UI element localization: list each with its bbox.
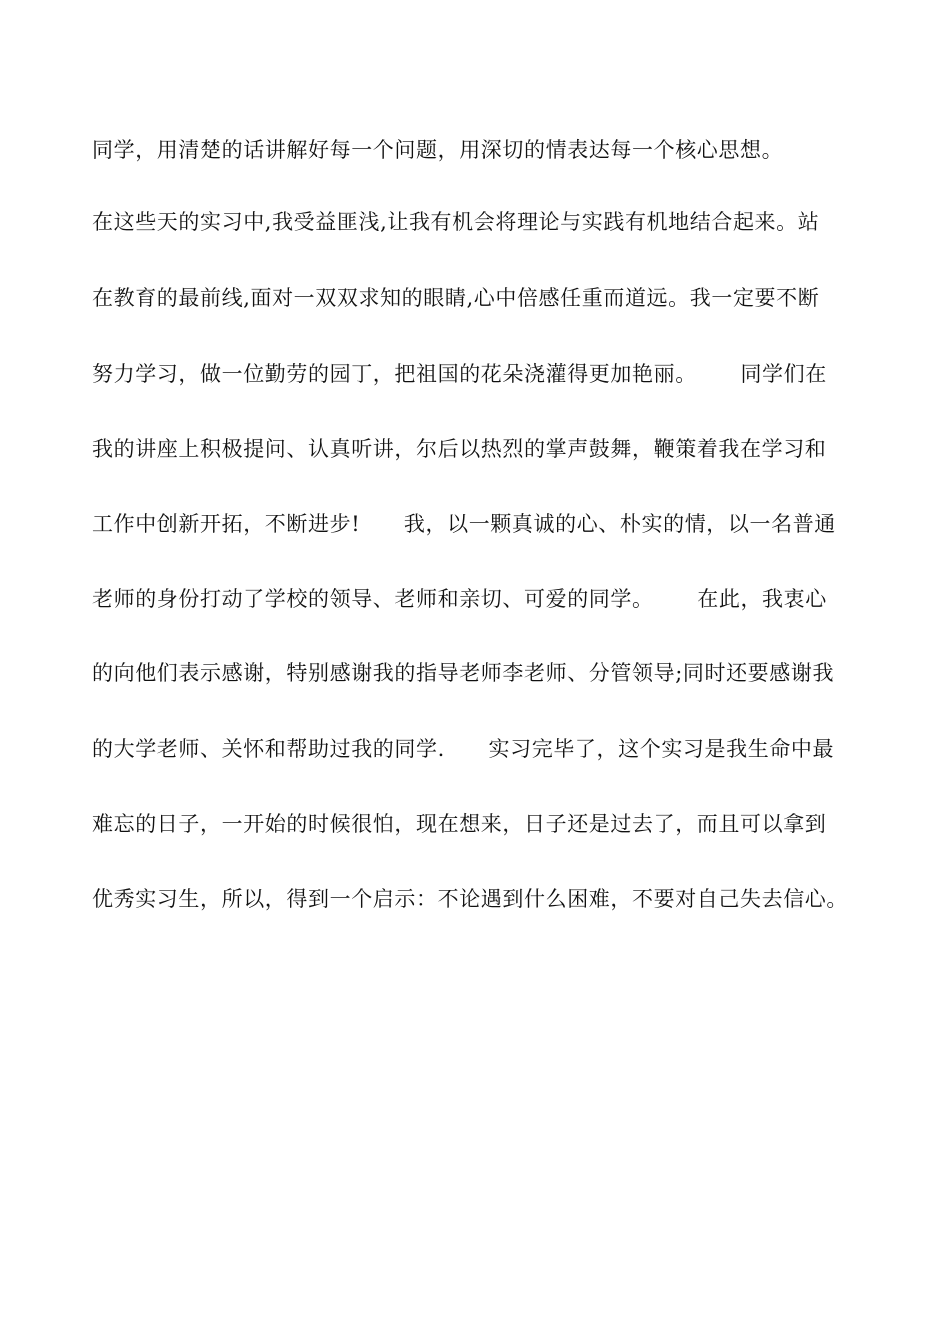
text-line-4: 努力学习，做一位勤劳的园丁，把祖国的花朵浇灌得更加艳丽。 同学们在: [92, 362, 827, 386]
text-line-7: 老师的身份打动了学校的领导、老师和亲切、可爱的同学。 在此，我衷心: [92, 587, 827, 611]
text-line-10: 难忘的日子，一开始的时候很怕，现在想来，日子还是过去了，而且可以拿到: [92, 812, 827, 836]
text-line-11: 优秀实习生，所以，得到一个启示：不论遇到什么困难，不要对自己失去信心。: [92, 887, 848, 911]
text-line-2: 在这些天的实习中,我受益匪浅,让我有机会将理论与实践有机地结合起来。站: [92, 210, 820, 234]
text-line-9: 的大学老师、关怀和帮助过我的同学. 实习完毕了，这个实习是我生命中最: [92, 737, 835, 761]
text-line-1: 同学，用清楚的话讲解好每一个问题，用深切的情表达每一个核心思想。: [92, 138, 784, 162]
text-line-6: 工作中创新开拓，不断进步! 我，以一颗真诚的心、朴实的情，以一名普通: [92, 512, 836, 536]
text-line-5: 我的讲座上积极提问、认真听讲，尔后以热烈的掌声鼓舞，鞭策着我在学习和: [92, 437, 827, 461]
text-line-3: 在教育的最前线,面对一双双求知的眼睛,心中倍感任重而道远。我一定要不断: [92, 286, 820, 310]
text-line-8: 的向他们表示感谢，特别感谢我的指导老师李老师、分管领导;同时还要感谢我: [92, 661, 835, 685]
